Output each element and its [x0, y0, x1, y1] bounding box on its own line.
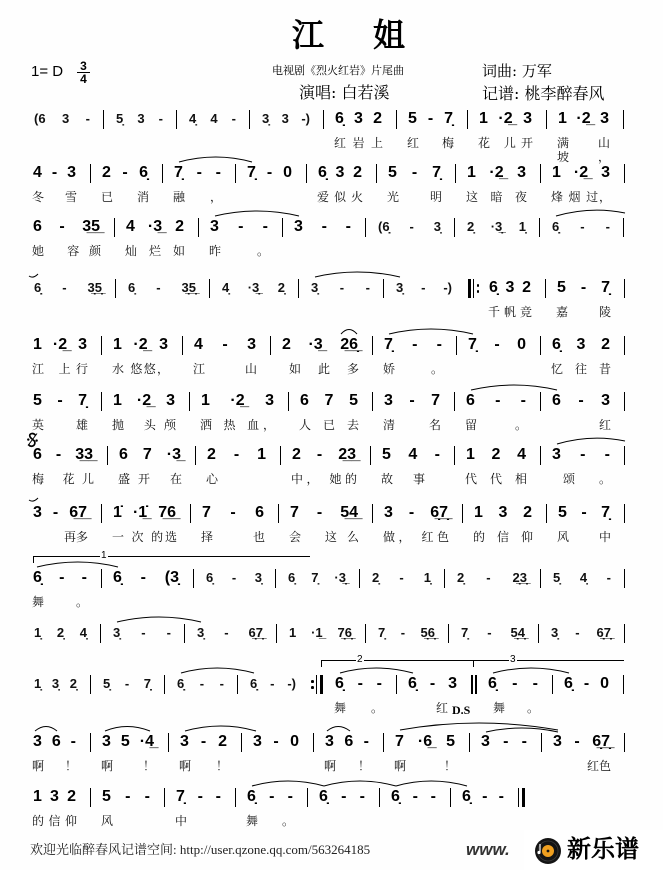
measure-notes: 3̣ - 6̲̣̣7̲̣̣: [551, 625, 611, 640]
measure-notes: 6 7 ·3̲: [119, 446, 181, 463]
score-row-3: [0, 215, 663, 261]
measure: [185, 621, 277, 667]
measure: [281, 443, 371, 489]
measure: [540, 215, 624, 261]
measure-lyrics: 满 山 坡，: [557, 136, 610, 164]
measure-lyrics: 的 信 仰: [32, 814, 77, 828]
lyrics-music-credit: 词曲: 万军: [482, 62, 552, 80]
measure-notes: 6̣ - -: [247, 788, 293, 805]
measure: [199, 215, 283, 261]
measure-lyrics: 花 儿开: [478, 136, 533, 150]
measure: [210, 276, 299, 322]
repeat-thin-bar: [473, 279, 474, 298]
measure-notes: 5 - 7̣: [33, 392, 87, 409]
measure-lyrics: 英 雄: [32, 418, 88, 432]
measure-notes: 4 - 3: [194, 336, 256, 353]
measure-lyrics: 做， 红色: [383, 530, 449, 544]
measure: [324, 672, 397, 718]
measure-lyrics: 融，: [173, 190, 222, 204]
score-row-11: [0, 672, 663, 718]
measure-lyrics: 舞。: [32, 595, 88, 609]
measure: [457, 333, 541, 379]
measure: [541, 333, 625, 379]
measure-lyrics: 舞。: [493, 701, 539, 715]
measure: [183, 333, 271, 379]
measure: [22, 621, 101, 667]
measure-lyrics: 中， 她的: [291, 472, 357, 486]
measure: [455, 389, 541, 435]
measure: [108, 443, 196, 489]
measure: [397, 107, 468, 153]
measure-lyrics: 烽 烟 过，: [551, 190, 611, 204]
measure: [169, 730, 242, 776]
measure: [451, 785, 519, 831]
measure-lyrics: 心: [206, 472, 219, 486]
measure-notes: 6̣ - 0: [564, 675, 609, 692]
measure: [104, 107, 177, 153]
measure: [276, 566, 360, 612]
measure-notes: 2 ·3̲ 2̲6̲̣: [282, 336, 358, 353]
measure-notes: 6̣̣ - -): [250, 676, 296, 691]
measure-notes: 3 - 6̲̣7̲̣: [384, 504, 448, 521]
key-signature: 1= D: [31, 63, 64, 80]
measure: [22, 443, 108, 489]
measure-notes: 4̣ ·3̲̣ 2̣: [222, 280, 285, 295]
score-row-4: [0, 276, 663, 322]
measure-lyrics: 中: [175, 814, 188, 828]
measure-notes: 2̣ ·3̲̣ 1̣: [467, 219, 526, 234]
repeat-dot: [311, 686, 314, 689]
repeat-dot: [311, 680, 314, 683]
measure-lyrics: 爱 似 火: [317, 190, 363, 204]
time-signature-numerator: 3: [77, 61, 90, 73]
measure-lyrics: 代 代 相: [465, 472, 527, 486]
repeat-thin-bar: [316, 675, 317, 694]
measure-lyrics: 红 梅: [407, 136, 454, 150]
measure-lyrics: 啊！: [32, 759, 77, 773]
score-row-7: [0, 443, 663, 489]
measure-notes: 6̣ - -: [319, 788, 365, 805]
measure-notes: 1 ·2̲ 3: [479, 110, 532, 127]
measure-notes: 5̣ 3 -: [116, 111, 163, 126]
measure-notes: 6 7 5: [300, 392, 358, 409]
singer-credit: 演唱: 白若溪: [299, 83, 390, 102]
measure-lyrics: 盛开 在: [118, 472, 182, 486]
measure-notes: 4̣ 4 -: [189, 111, 236, 126]
measure: [91, 785, 165, 831]
measure: [384, 276, 466, 322]
measure: [238, 672, 310, 718]
measure-lyrics: 红: [598, 418, 611, 432]
barline: [471, 675, 473, 694]
watermark-url: www.: [466, 840, 510, 859]
time-signature-denominator: 4: [80, 72, 87, 86]
measure-notes: 5 - 7̣: [388, 164, 441, 181]
measure: [308, 785, 380, 831]
measure-notes: 6̣ - -: [335, 675, 382, 692]
measure-notes: 1 ·2̲ 3: [113, 392, 175, 409]
measure-lyrics: 红: [435, 701, 448, 715]
score-row-9: [0, 566, 663, 612]
measure-lyrics: 一 次 的选: [112, 530, 177, 544]
measure: [542, 730, 625, 776]
measure: [191, 501, 279, 547]
measure-lyrics: 江 上行: [32, 362, 88, 376]
measure-notes: 6̣ - 3̲̣5̲̣: [128, 280, 196, 295]
measure-notes: (6̣̣ - 3̣: [378, 219, 441, 234]
song-title: 江姐: [292, 16, 455, 54]
measure-lyrics: 清 名: [383, 418, 441, 432]
measure-lyrics: 再多: [63, 530, 88, 544]
measure-lyrics: 红色: [586, 759, 611, 773]
measure-notes: 6̣ 3 2: [489, 279, 531, 296]
measure-notes: 1 ·2̲ 3: [467, 164, 526, 181]
measure: [455, 215, 540, 261]
measure: [190, 389, 289, 435]
repeat-start-sign: [467, 279, 481, 298]
measure-lyrics: 江 山: [193, 362, 257, 376]
measure: [101, 621, 185, 667]
footer-text: 欢迎光临醉春风记谱空间: http://user.qzone.qq.com/563264185: [30, 842, 371, 857]
measure-lyrics: 灿 烂 如: [125, 244, 185, 258]
measure-notes: 1 3 2: [33, 788, 76, 805]
measure-notes: 6 - 3̲5̲: [33, 218, 100, 235]
dal-segno-marker: D.S: [452, 703, 471, 717]
slur-arc: [400, 723, 558, 730]
measure: [541, 161, 625, 207]
logo-text: 新乐谱: [567, 835, 639, 863]
volta-label: 2: [357, 654, 363, 665]
measure: [541, 443, 625, 489]
measure-notes: 2 - 6̣: [102, 164, 148, 181]
measure: [271, 333, 373, 379]
measure-notes: 1̣ 3̣ 2̣: [34, 676, 77, 691]
measure-notes: 1̇ ·1̲̇ 7̲6̲: [113, 504, 176, 521]
measure-notes: 3 - -: [552, 446, 610, 463]
measure-notes: 7̣ - 0: [468, 336, 526, 353]
measure-lyrics: 光 明: [387, 190, 442, 204]
measure: [196, 443, 281, 489]
measure: [22, 566, 102, 612]
measure-lyrics: 她 容颜: [32, 244, 101, 258]
measure-notes: 3̣ - -): [396, 280, 452, 295]
measure: [283, 215, 366, 261]
measure-lyrics: 洒 热 血，: [200, 418, 275, 432]
measure-lyrics: 啊！: [324, 759, 370, 773]
measure: [547, 501, 625, 547]
measure: [102, 389, 190, 435]
measure-notes: 3 - 7: [384, 392, 440, 409]
measure-notes: 3 5 ·4̲: [102, 733, 154, 750]
measure-notes: 1̣ 2̣ 4̣: [34, 625, 87, 640]
measure-notes: 6̣ 3 2: [335, 110, 382, 127]
measure: [236, 785, 308, 831]
measure: [373, 333, 457, 379]
time-signature: [77, 61, 90, 84]
measure: [194, 566, 276, 612]
measure-notes: 7̣ - -: [174, 164, 221, 181]
measure-lyrics: 这 暗 夜: [466, 190, 527, 204]
measure-notes: 7 ·6̲ 5: [395, 733, 455, 750]
measure-lyrics: 红 岩 上: [334, 136, 383, 150]
measure-lyrics: 择 也: [201, 530, 265, 544]
measure: [22, 389, 102, 435]
measure: [373, 389, 455, 435]
measure: [242, 730, 314, 776]
measure-lyrics: 昨。: [209, 244, 269, 258]
measure-notes: 2̣ - 2̲̣3̲̣: [457, 570, 527, 585]
measure: [384, 730, 470, 776]
score-row-5: [0, 333, 663, 379]
measure: [177, 107, 250, 153]
measure: [324, 107, 397, 153]
measure-lyrics: 啊！: [179, 759, 228, 773]
measure: [360, 566, 445, 612]
measure-notes: 6 - 3: [552, 392, 610, 409]
score-row-12: [0, 730, 663, 776]
measure-notes: 7̣ - -: [384, 336, 442, 353]
measure-notes: 3 - -: [210, 218, 268, 235]
measure: [380, 785, 451, 831]
measure: [546, 276, 625, 322]
measure-lyrics: 风 中: [557, 530, 611, 544]
measure-notes: 3̣ - 6̲̣7̲̣: [197, 625, 263, 640]
measure-notes: 6̣ - -: [462, 788, 504, 805]
measure: [22, 333, 102, 379]
measure: [22, 215, 115, 261]
measure-notes: 6 - -: [466, 392, 526, 409]
measure-lyrics: 啊！: [394, 759, 456, 773]
measure-lyrics: 故 事: [381, 472, 425, 486]
barline-thick: [522, 788, 525, 807]
measure-notes: 5̣ - 7̣̣: [103, 676, 151, 691]
measure-notes: 1 ·2̲ 3: [33, 336, 87, 353]
measure-lyrics: 冬 雪: [32, 190, 77, 204]
repeat-dot: [477, 284, 480, 287]
measure: [456, 161, 541, 207]
measure-lyrics: 已 消: [101, 190, 149, 204]
measure-notes: (6 3 -: [34, 111, 90, 126]
measure: [250, 107, 324, 153]
measure-lyrics: 娇。: [383, 362, 443, 376]
measure: [91, 730, 169, 776]
measure-notes: 6̣ - (3̣: [113, 569, 179, 586]
measure-lyrics: 如 此 多: [289, 362, 359, 376]
score-row-8: [0, 501, 663, 547]
measure-notes: 7̣ - -: [176, 788, 221, 805]
score-row-1: [0, 107, 663, 164]
measure-notes: 1 ·2̲ 3: [201, 392, 274, 409]
measure: [116, 276, 210, 322]
volta-label: 3: [510, 654, 516, 665]
measure: [22, 276, 116, 322]
measure-notes: 3 - 6̲7̲: [33, 504, 87, 521]
measure: [307, 161, 377, 207]
measure-notes: 7̣ - 0: [247, 164, 292, 181]
measure-notes: 5 - -: [102, 788, 150, 805]
measure-notes: 5̣ 4̣ -: [553, 570, 611, 585]
measure-notes: 6̣̣ - 3̲̣5̲̣: [34, 280, 102, 295]
measure: [91, 672, 165, 718]
measure-notes: 6̣ - 3: [408, 675, 457, 692]
measure-notes: 5 - 7̣: [558, 504, 610, 521]
measure: [481, 276, 546, 322]
measure-lyrics: 梅 花儿: [32, 472, 94, 486]
transcriber-credit: 记谱: 桃李醉春风: [482, 84, 605, 103]
measure-lyrics: 舞。: [246, 814, 294, 828]
measure: [289, 389, 373, 435]
measure-notes: 3 - 2: [180, 733, 227, 750]
measure: [163, 161, 236, 207]
measure-notes: 6̣̣ - -: [552, 219, 610, 234]
measure-lyrics: 风: [101, 814, 114, 828]
measure-lyrics: 会 这么: [289, 530, 359, 544]
measure-notes: 1 ·2̲ 3: [558, 110, 609, 127]
measure-notes: 1 ·2̲ 3: [552, 164, 610, 181]
measure-notes: 7̣ - 5̲̣6̲̣: [378, 625, 435, 640]
measure-notes: 3̣ - -: [311, 280, 370, 295]
measure-notes: 6̣ 3 2: [318, 164, 362, 181]
measure-notes: 7 - 5̲4̲: [290, 504, 358, 521]
measure-lyrics: 颂。: [563, 472, 611, 486]
measure-notes: 1 ·2̲ 3: [113, 336, 168, 353]
measure-notes: 4 ·3̲ 2: [126, 218, 184, 235]
measure-lyrics: 留。: [465, 418, 527, 432]
measure: [463, 501, 547, 547]
measure: [22, 161, 91, 207]
measure: [165, 785, 236, 831]
measure-lyrics: 水 悠悠，: [112, 362, 169, 376]
measure: [279, 501, 373, 547]
measure-notes: 5 4 -: [382, 446, 440, 463]
measure: [314, 730, 384, 776]
repeat-thick-bar: [468, 279, 471, 298]
measure: [377, 161, 456, 207]
measure-notes: 7̣ - 5̲̣4̲̣: [461, 625, 525, 640]
measure-notes: 6̣ - 3̣: [206, 570, 262, 585]
final-barline: [518, 788, 526, 807]
measure: [22, 672, 91, 718]
measure: [22, 730, 91, 776]
measure-lyrics: 千 帆 竞: [488, 305, 532, 319]
measure: [22, 785, 91, 831]
measure-notes: 6̣ - -: [33, 569, 87, 586]
measure-notes: 3 - 0: [253, 733, 299, 750]
repeat-thick-bar: [320, 675, 323, 694]
repeat-end-sign: [310, 675, 324, 694]
measure-notes: 3 - -: [481, 733, 527, 750]
barline-thin: [518, 788, 519, 807]
measure: [553, 672, 624, 718]
volta-bracket-3: [473, 654, 624, 667]
repeat-dot: [477, 290, 480, 293]
subtitle: 电视剧《烈火红岩》片尾曲: [272, 64, 404, 77]
measure: [299, 276, 384, 322]
measure: [22, 501, 102, 547]
measure: [445, 566, 541, 612]
measure: [455, 443, 541, 489]
measure: [477, 672, 553, 718]
measure: [371, 443, 455, 489]
measure: [102, 501, 191, 547]
measure-notes: 6̣ - -: [391, 788, 436, 805]
measure-notes: 5 - 7̣: [408, 110, 453, 127]
measure-notes: 6̣ 3 2: [552, 336, 610, 353]
measure-notes: 2 - 1: [207, 446, 266, 463]
score-row-6: [0, 389, 663, 435]
measure-notes: 6̣ 7̣ ·3̲̣: [288, 570, 346, 585]
measure-notes: 6 - 3̲3̲: [33, 446, 93, 463]
volta-bracket-1: [33, 550, 310, 563]
score-row-13: [0, 785, 663, 831]
measure-lyrics: 啊！: [101, 759, 155, 773]
measure: [165, 672, 238, 718]
measure-lyrics: 的 信 仰: [473, 530, 533, 544]
vinyl-record-icon: [534, 837, 562, 865]
measure: [470, 730, 542, 776]
measure: [541, 566, 625, 612]
measure: [22, 107, 104, 153]
measure-notes: 5 - 7̣: [557, 279, 610, 296]
double-barline: [471, 675, 478, 694]
measure-lyrics: 舞。: [334, 701, 383, 715]
measure: [102, 566, 194, 612]
measure-notes: 3 6 -: [33, 733, 76, 750]
measure-notes: 3 6 -: [325, 733, 369, 750]
measure: [468, 107, 547, 153]
measure: [373, 501, 463, 547]
measure-notes: 7 - 6: [202, 504, 264, 521]
measure-notes: 1 2 4: [466, 446, 526, 463]
measure-notes: 1 ·1̲ 7̲̣6̲̣: [289, 625, 352, 640]
volta-bracket-2: [321, 654, 473, 667]
measure-notes: 1 3 2: [474, 504, 532, 521]
measure: [236, 161, 307, 207]
barline: [475, 675, 477, 694]
score-row-2: [0, 161, 663, 207]
measure: [366, 215, 455, 261]
measure: [91, 161, 163, 207]
measure: [115, 215, 199, 261]
measure-notes: 6̣ - -: [488, 675, 538, 692]
measure-notes: 3 - 6̲̣7̲̣: [553, 733, 610, 750]
measure-lyrics: 忆 往 昔: [551, 362, 611, 376]
measure-notes: 3̣ 3 -): [262, 111, 310, 126]
measure-lyrics: 抛 头颅: [112, 418, 176, 432]
measure-notes: 2 - 2̲3̲: [292, 446, 356, 463]
measure-notes: 4 - 3: [33, 164, 76, 181]
measure-notes: 3̣ - -: [113, 625, 171, 640]
measure: [102, 333, 183, 379]
volta-label: 1: [101, 550, 107, 561]
measure-notes: 6̣̣ - -: [177, 676, 224, 691]
measure-lyrics: 人已去: [299, 418, 359, 432]
measure: [541, 389, 625, 435]
measure: [547, 107, 624, 164]
measure-notes: 3 - -: [294, 218, 351, 235]
measure-notes: 2̣ - 1̣: [372, 570, 431, 585]
measure-lyrics: 嘉 陵: [556, 305, 611, 319]
